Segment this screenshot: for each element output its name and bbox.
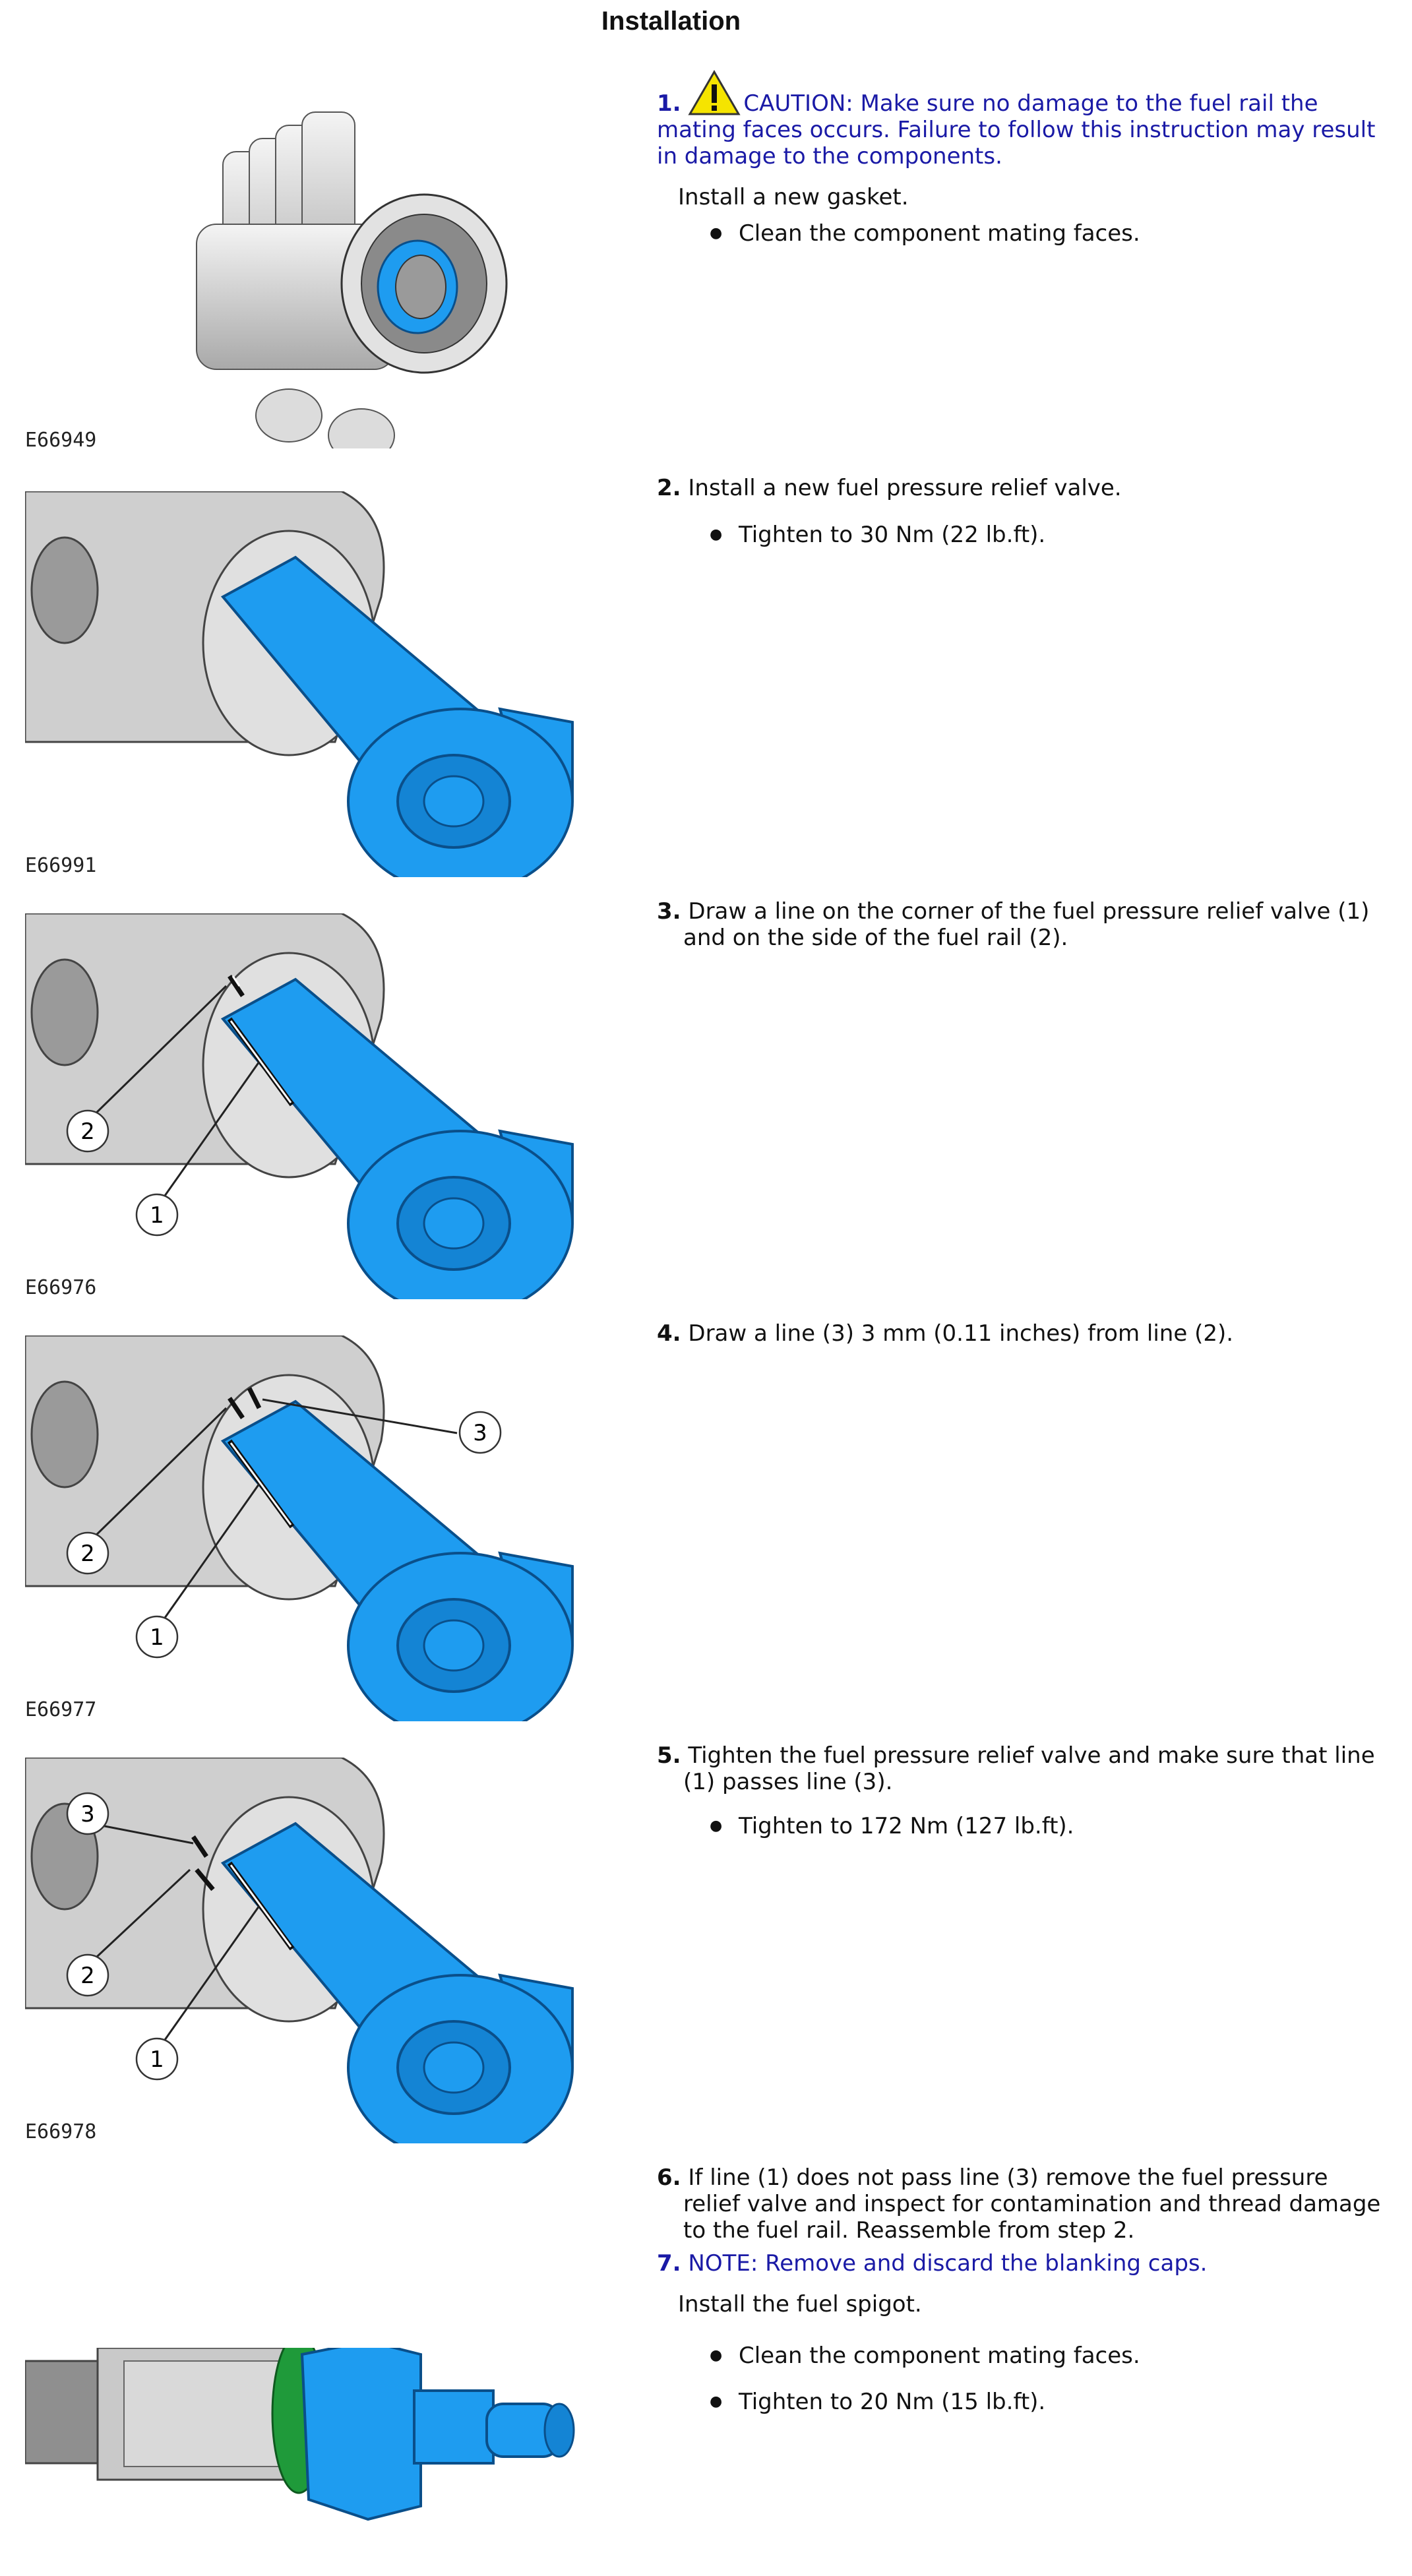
step-action: Install a new gasket.: [678, 184, 909, 210]
step-2: 2. Install a new fuel pressure relief valve.: [657, 475, 1122, 501]
figure-mark-lines: [25, 913, 592, 1299]
note-text: NOTE: Remove and discard the blanking caps.: [688, 2250, 1208, 2277]
step-action: Install a new fuel pressure relief valve.: [688, 475, 1122, 501]
warning-triangle-icon: [688, 70, 741, 116]
step-3: 3. Draw a line on the corner of the fuel pressure relief valve (1) and on the side of the fuel rail (2).: [657, 898, 1370, 951]
step-4: 4. Draw a line (3) 3 mm (0.11 inches) from line (2).: [657, 1320, 1234, 1347]
figure-tighten-valve: [25, 1758, 592, 2143]
callout-2: 2: [80, 1119, 95, 1145]
figure-id: E66976: [25, 1276, 97, 1299]
bullet-item: ● Tighten to 30 Nm (22 lb.ft).: [710, 522, 1045, 548]
figure-fuel-rail: [25, 53, 592, 448]
callout-2: 2: [80, 1963, 95, 1989]
step-action: Install the fuel spigot.: [678, 2291, 922, 2317]
bullet-item: ● Clean the component mating faces.: [710, 2343, 1140, 2369]
bullet-item: ● Clean the component mating faces.: [710, 220, 1140, 247]
figure-id: E66978: [25, 2120, 97, 2143]
step-action: Draw a line (3) 3 mm (0.11 inches) from line (2).: [688, 1320, 1234, 1347]
callout-2: 2: [80, 1541, 95, 1567]
step-number: 1.: [657, 90, 681, 117]
figure-valve-install: [25, 491, 592, 877]
figure-id: E66949: [25, 429, 97, 452]
step-6: 6. If line (1) does not pass line (3) remove the fuel pressure relief valve and inspect for contamination and thread damage to the fuel rail. Reassemble from step 2.: [657, 2164, 1381, 2244]
callout-3: 3: [473, 1420, 487, 1446]
callout-1: 1: [150, 2046, 164, 2073]
step-action: If line (1) does not pass line (3) remove the fuel pressure relief valve and inspect for contamination and thread damage to the fuel rail. Reassemble from step 2.: [683, 2164, 1381, 2244]
step-action: Tighten the fuel pressure relief valve and make sure that line (1) passes line (3).: [683, 1742, 1375, 1795]
figure-id: E66977: [25, 1698, 97, 1721]
figure-id: E66991: [25, 854, 97, 877]
step-1-caution: [657, 70, 1386, 210]
step-action: Draw a line on the corner of the fuel pressure relief valve (1) and on the side of the fuel rail (2).: [683, 898, 1370, 951]
bullet-item: ● Tighten to 20 Nm (15 lb.ft).: [710, 2389, 1045, 2415]
callout-1: 1: [150, 1202, 164, 1229]
caution-text: CAUTION: Make sure no damage to the fuel rail the mating faces occurs. Failure to follow this instruction may result in damage to the components.: [657, 90, 1376, 169]
page-title: Installation: [601, 7, 741, 36]
step-7: 7. NOTE: Remove and discard the blanking caps. Install the fuel spigot.: [657, 2250, 1386, 2317]
bullet-item: ● Tighten to 172 Nm (127 lb.ft).: [710, 1813, 1074, 1839]
callout-3: 3: [80, 1801, 95, 1827]
callout-1: 1: [150, 1624, 164, 1651]
step-5: 5. Tighten the fuel pressure relief valve and make sure that line (1) passes line (3).: [657, 1742, 1375, 1795]
figure-mark-offset: [25, 1335, 592, 1721]
figure-fuel-spigot: [25, 2348, 605, 2576]
